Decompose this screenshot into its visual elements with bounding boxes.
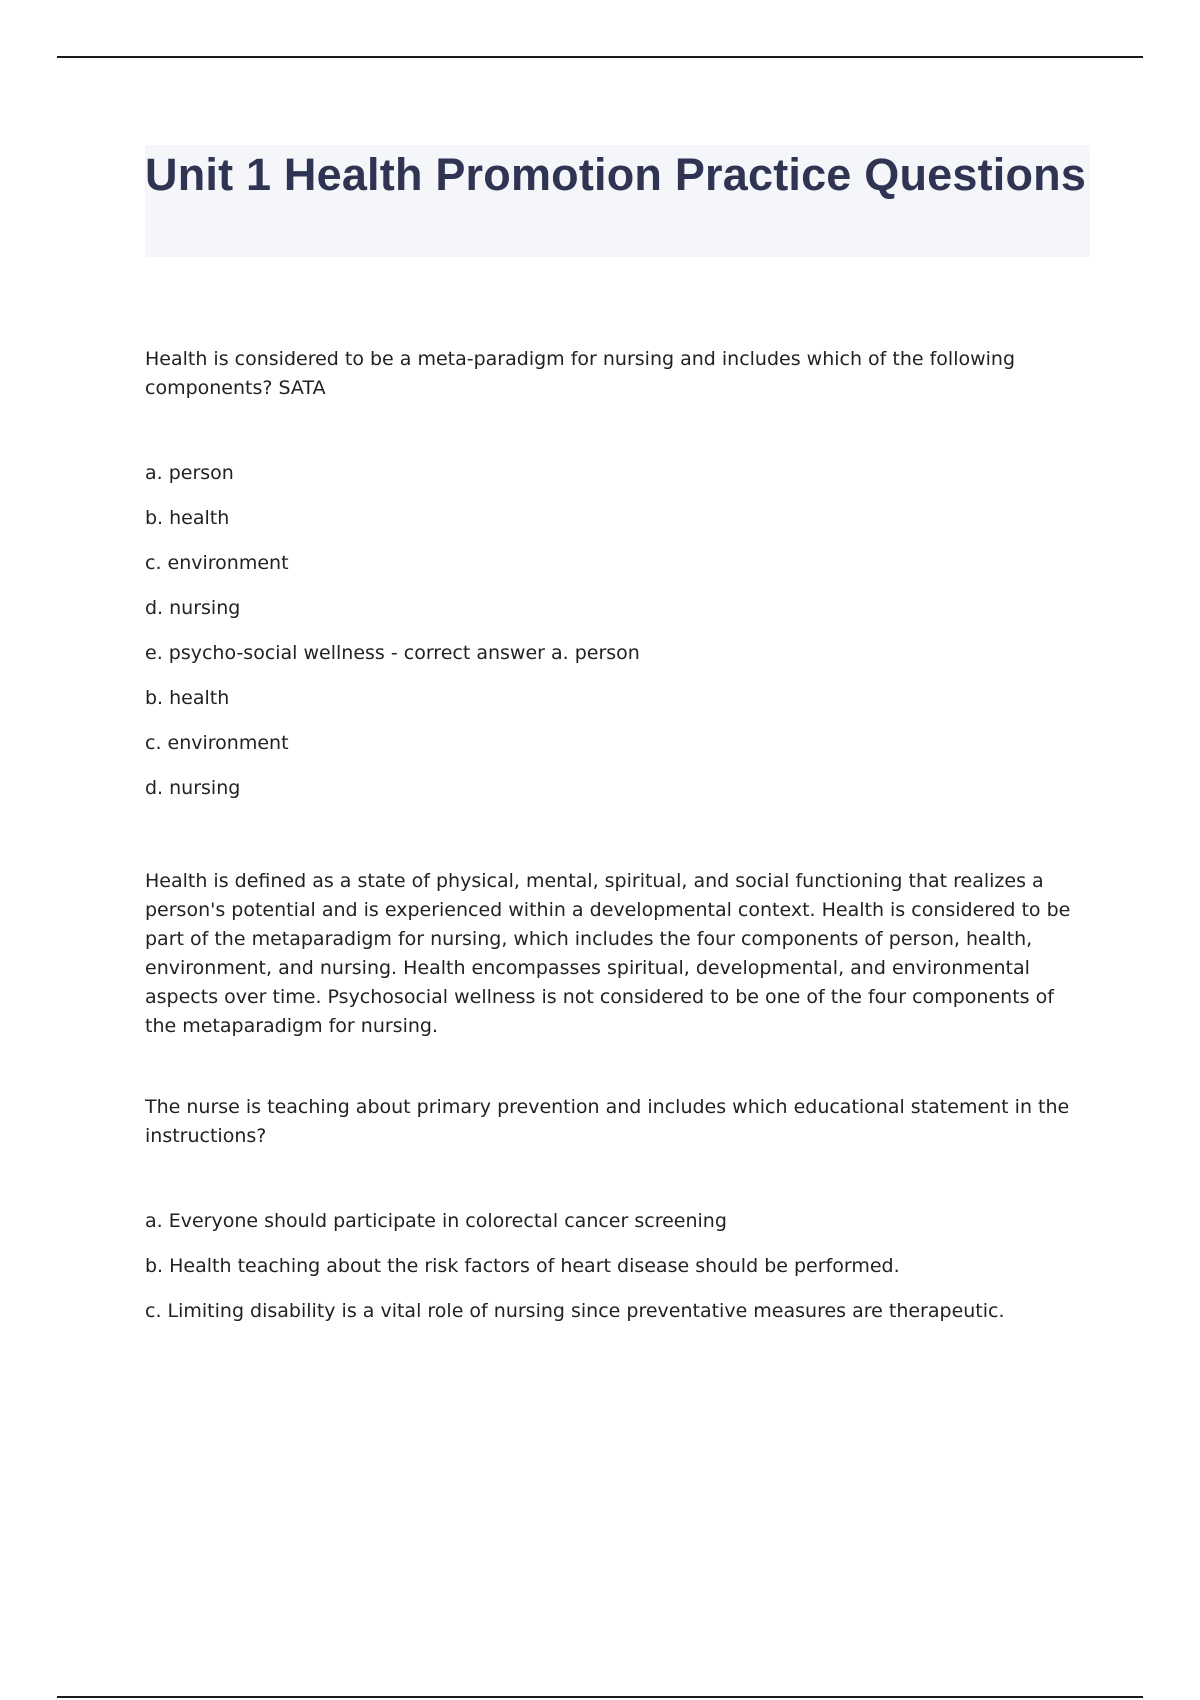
answer-option: b. Health teaching about the risk factors of heart disease should be performed. [145,1255,900,1277]
answer-option: d. nursing [145,777,241,799]
answer-option: c. environment [145,552,289,574]
question-2-options [145,1207,1090,1326]
question-1-options [145,459,1090,803]
answer-option: d. nursing [145,597,241,619]
answer-option: e. psycho-social wellness - correct answer a. person [145,642,640,664]
question-1-stem: Health is considered to be a meta-paradigm for nursing and includes which of the following components? SATA [145,348,1016,399]
document-body [145,145,1090,1342]
question-2-stem: The nurse is teaching about primary prevention and includes which educational statement in the instructions? [145,1096,1070,1147]
bottom-divider [57,1696,1143,1698]
answer-option: a. Everyone should participate in colorectal cancer screening [145,1210,727,1232]
answer-option: a. person [145,462,234,484]
answer-option: b. health [145,687,230,709]
question-1-explanation: Health is defined as a state of physical, mental, spiritual, and social functioning that realizes a person's potential and is experienced within a developmental context. Health is considered to be part of the metaparadigm for nursing, which includes the four components of person, health, environment, and nursing. Health encompasses spiritual, developmental, and environmental aspects over time. Psychosocial wellness is not considered to be one of the four components of the metaparadigm for nursing. [145,870,1071,1037]
answer-option: c. environment [145,732,289,754]
top-divider [57,56,1143,58]
answer-option: b. health [145,507,230,529]
answer-option: c. Limiting disability is a vital role of nursing since preventative measures are therapeutic. [145,1300,1005,1322]
title-banner [145,145,1090,257]
page-title: Unit 1 Health Promotion Practice Questions [145,149,1087,200]
